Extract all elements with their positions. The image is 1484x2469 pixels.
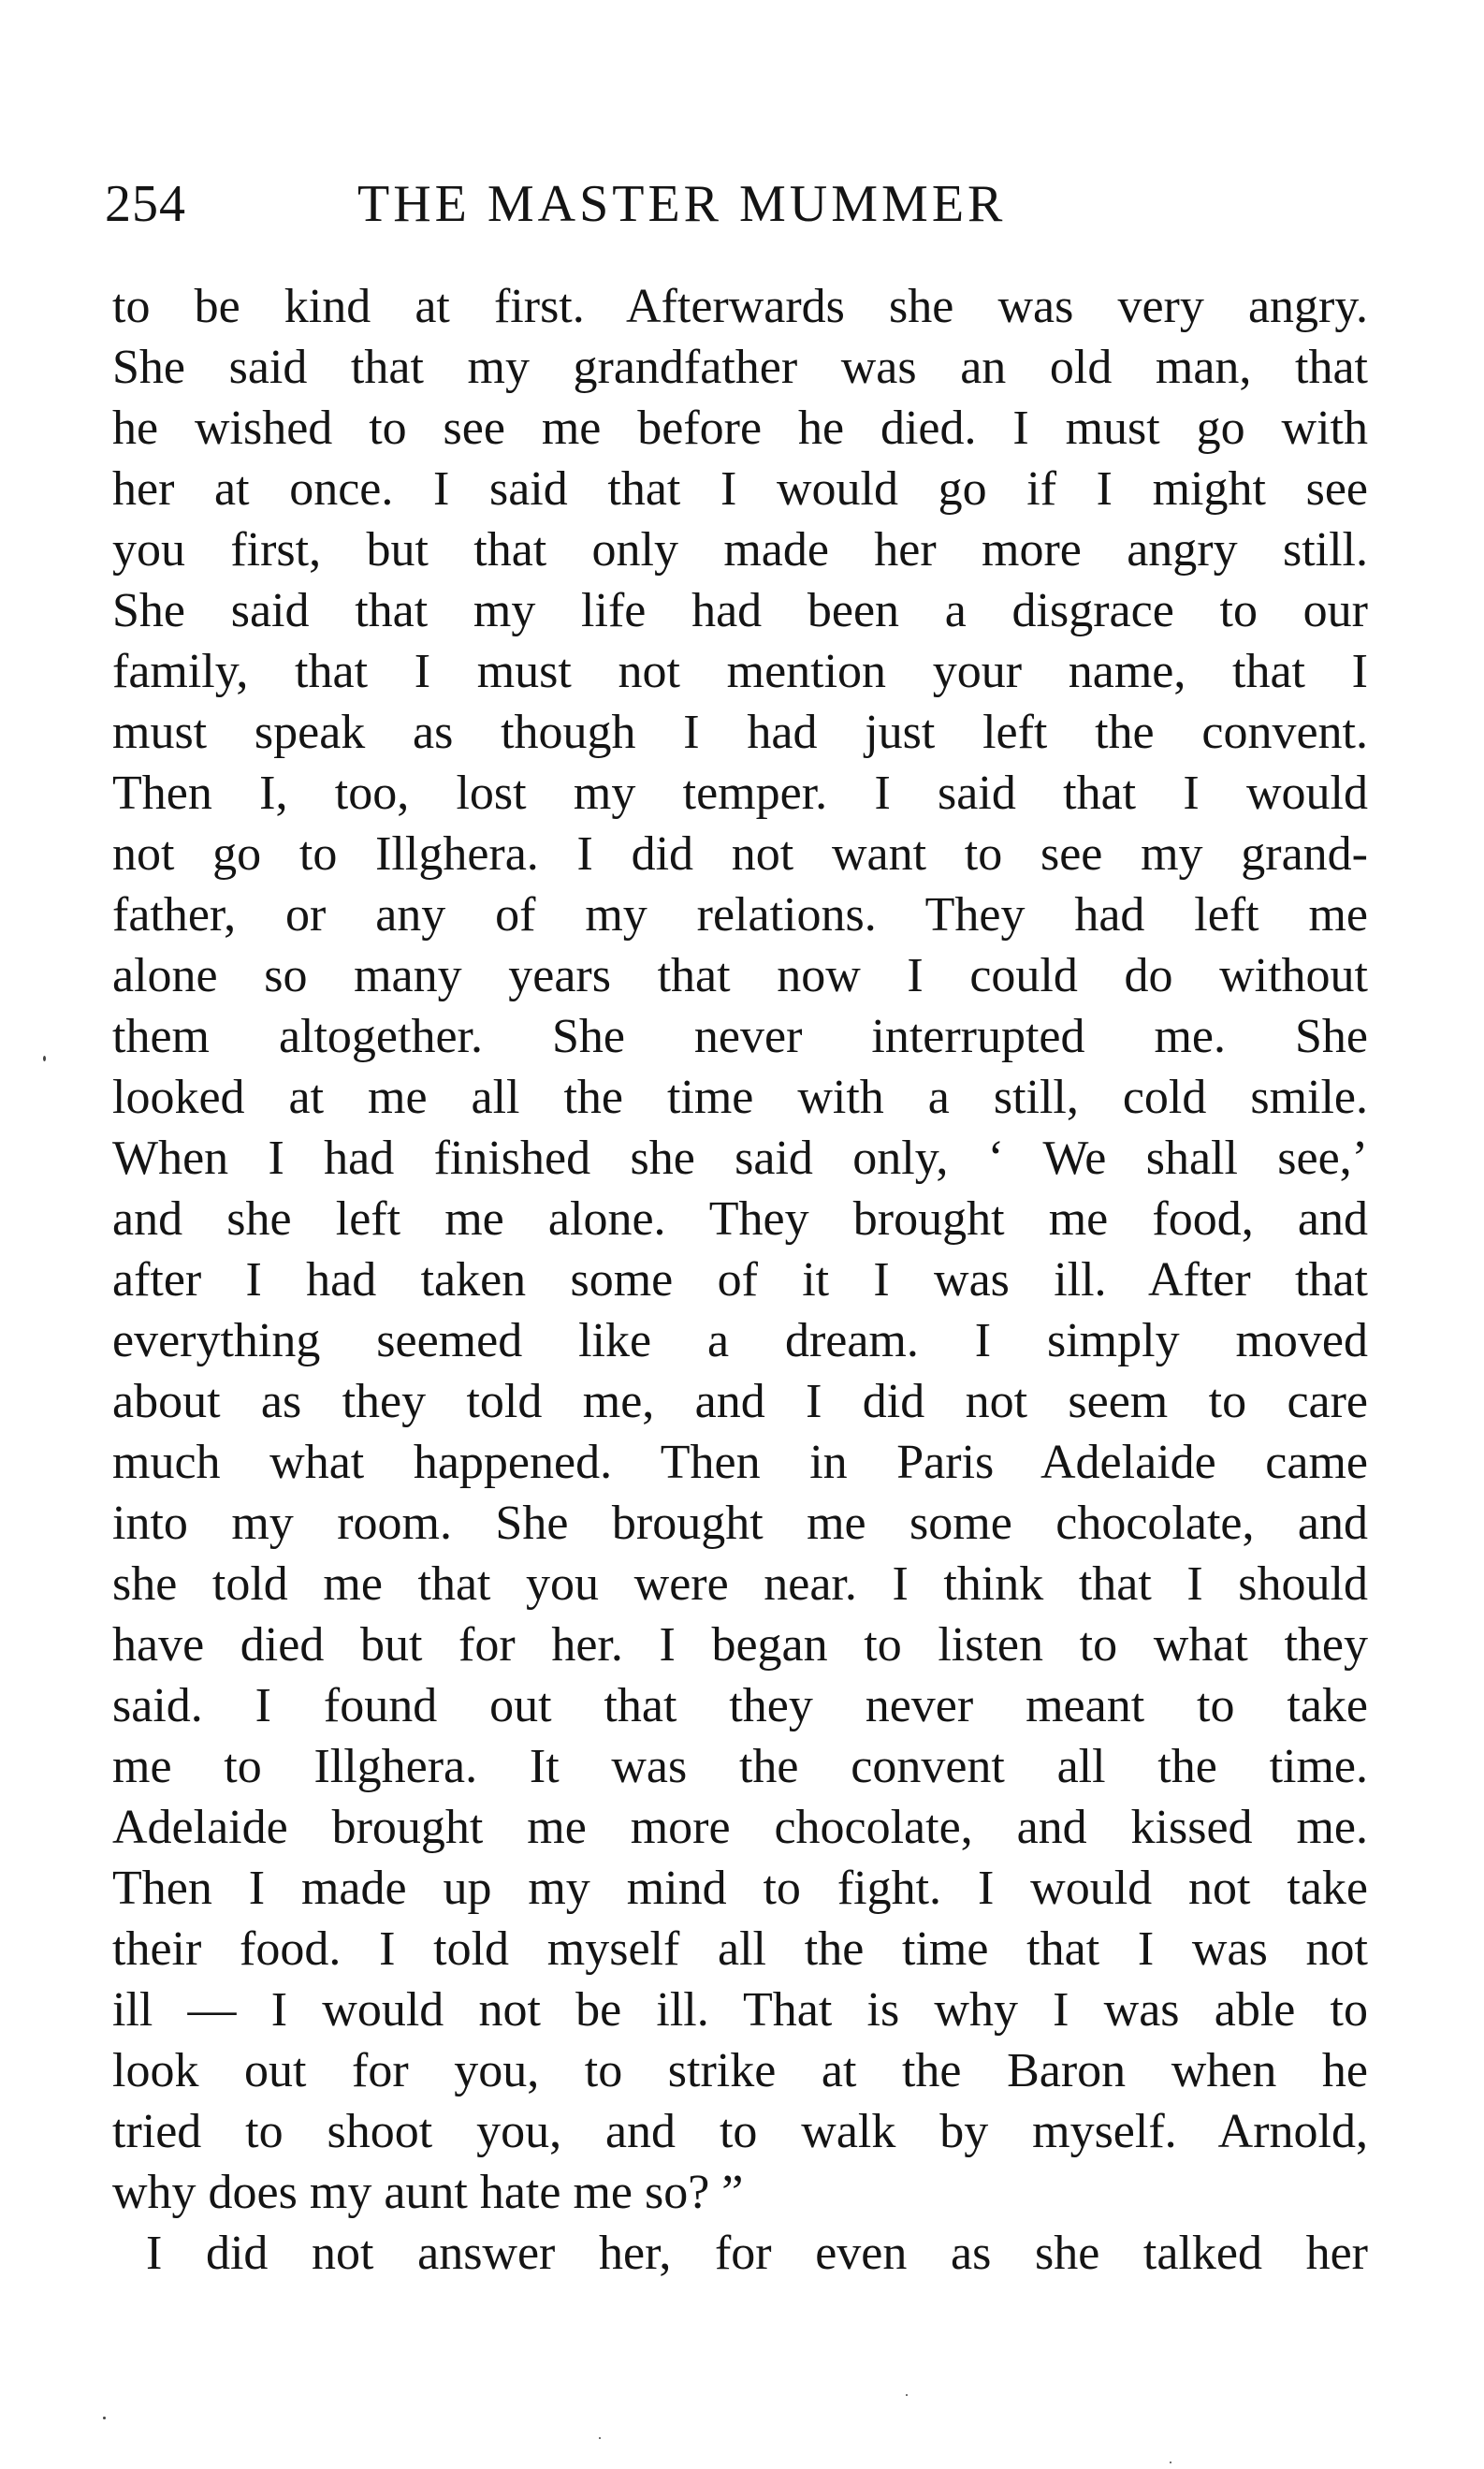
text-line: looked at me all the time with a still, cold smile. xyxy=(112,1071,1368,1124)
body-text xyxy=(112,276,1368,2284)
scan-speck xyxy=(43,1056,46,1061)
text-line: them altogether. She never interrupted me. She xyxy=(112,1010,1368,1063)
page-number: 254 xyxy=(105,175,186,233)
text-line: he wished to see me before he died. I must go with xyxy=(112,402,1368,455)
text-line: Then I, too, lost my temper. I said that I would xyxy=(112,767,1368,820)
text-line: When I had finished she said only, ‘ We shall see,’ xyxy=(112,1132,1368,1185)
text-line: family, that I must not mention your name, that I xyxy=(112,645,1368,698)
text-line: must speak as though I had just left the convent. xyxy=(112,706,1368,759)
text-line: look out for you, to strike at the Baron when he xyxy=(112,2044,1368,2097)
text-line: ill — I would not be ill. That is why I was able to xyxy=(112,1983,1368,2037)
paragraph-end-line: why does my aunt hate me so? ” xyxy=(112,2166,744,2219)
text-line: to be kind at first. Afterwards she was very angry. xyxy=(112,280,1368,333)
scan-speck xyxy=(906,2394,908,2396)
text-line: after I had taken some of it I was ill. After that xyxy=(112,1253,1368,1307)
scan-speck xyxy=(103,2417,106,2419)
text-line: about as they told me, and I did not seem to care xyxy=(112,1375,1368,1428)
text-line: much what happened. Then in Paris Adelaide came xyxy=(112,1436,1368,1489)
text-line: have died but for her. I began to listen to what they xyxy=(112,1618,1368,1672)
text-line: not go to Illghera. I did not want to see my grand- xyxy=(112,827,1368,881)
text-line: She said that my life had been a disgrace to our xyxy=(112,584,1368,637)
text-line: father, or any of my relations. They had left me xyxy=(112,888,1368,942)
text-line: her at once. I said that I would go if I might see xyxy=(112,462,1368,516)
text-line: said. I found out that they never meant to take xyxy=(112,1679,1368,1732)
text-line: she told me that you were near. I think that I should xyxy=(112,1557,1368,1611)
page-header xyxy=(105,157,1377,251)
text-line: Then I made up my mind to fight. I would not take xyxy=(112,1862,1368,1915)
text-line: their food. I told myself all the time that I was not xyxy=(112,1922,1368,1976)
text-line: She said that my grandfather was an old man, that xyxy=(112,341,1368,394)
running-title: THE MASTER MUMMER xyxy=(357,175,1007,233)
text-line: you first, but that only made her more angry still. xyxy=(112,523,1368,577)
text-line: alone so many years that now I could do without xyxy=(112,949,1368,1002)
text-line: tried to shoot you, and to walk by myself. Arnold, xyxy=(112,2105,1368,2158)
text-line: me to Illghera. It was the convent all the time. xyxy=(112,1740,1368,1793)
scan-speck xyxy=(599,2437,601,2439)
paragraph-start-line: I did not answer her, for even as she talked her xyxy=(146,2227,1368,2280)
text-line: into my room. She brought me some chocolate, and xyxy=(112,1497,1368,1550)
scan-speck xyxy=(1170,2462,1171,2463)
text-line: Adelaide brought me more chocolate, and kissed me. xyxy=(112,1801,1368,1854)
text-line: and she left me alone. They brought me food, and xyxy=(112,1192,1368,1246)
text-line: everything seemed like a dream. I simply moved xyxy=(112,1314,1368,1367)
